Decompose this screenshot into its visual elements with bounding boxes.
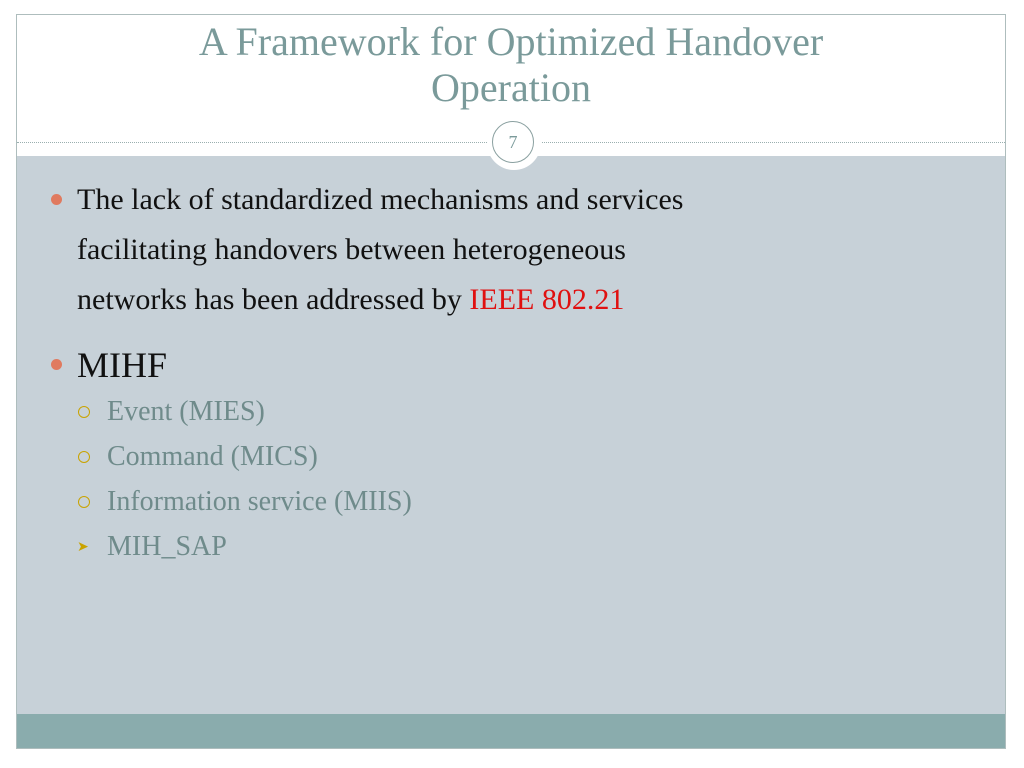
slide-title bbox=[17, 19, 1005, 111]
sub-bullet-1 bbox=[107, 390, 265, 434]
sub-bullet-3 bbox=[107, 480, 412, 524]
bullet-item-2-label: MIHF bbox=[77, 345, 168, 385]
hollow-circle-icon bbox=[78, 406, 90, 418]
ieee-highlight: IEEE 802.21 bbox=[469, 283, 625, 316]
bullet-item-1-line-2: facilitating handovers between heterogeneous bbox=[77, 233, 626, 266]
slide-title-line-1: A Framework for Optimized Handover bbox=[198, 19, 824, 64]
arrowhead-icon: ➤ bbox=[77, 539, 89, 555]
slide-title-line-2: Operation bbox=[431, 65, 591, 110]
bullet-item-1-text: networks has been addressed by bbox=[77, 283, 470, 316]
hollow-circle-icon bbox=[78, 451, 90, 463]
sub-bullet-2 bbox=[107, 435, 318, 479]
sub-bullet-4 bbox=[77, 525, 227, 569]
sub-bullet-3-label: Information service (MIIS) bbox=[107, 486, 412, 517]
slide-number: 7 bbox=[492, 121, 534, 163]
content-area bbox=[17, 156, 1005, 716]
footer-band bbox=[17, 714, 1005, 748]
sub-bullet-4-label: MIH_SAP bbox=[107, 531, 227, 562]
slide bbox=[16, 14, 1006, 749]
hollow-circle-icon bbox=[78, 496, 90, 508]
slide-number-badge bbox=[487, 116, 541, 170]
bullet-item-1-line-3 bbox=[77, 275, 857, 325]
sub-bullet-2-label: Command (MICS) bbox=[107, 441, 318, 472]
bullet-dot-icon bbox=[51, 194, 62, 205]
bullet-item-1 bbox=[77, 175, 857, 325]
bullet-item-1-line-1: The lack of standardized mechanisms and services bbox=[77, 183, 684, 216]
bullet-item-2 bbox=[77, 340, 857, 390]
bullet-dot-icon bbox=[51, 359, 62, 370]
sub-bullet-1-label: Event (MIES) bbox=[107, 396, 265, 427]
